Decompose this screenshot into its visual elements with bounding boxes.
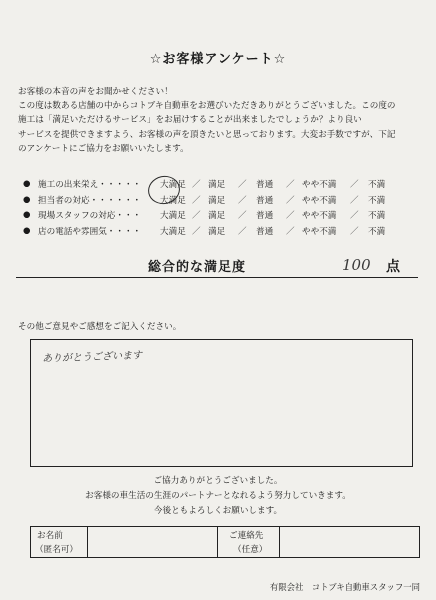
separator: ／: [286, 180, 295, 190]
bullet-icon: ●: [23, 225, 31, 236]
separator: ／: [238, 226, 247, 237]
separator: ／: [286, 195, 295, 206]
name-sub-label: （匿名可）: [35, 545, 78, 555]
name-field[interactable]: [88, 527, 216, 557]
bullet-icon: ●: [23, 179, 31, 189]
separator: ／: [350, 226, 359, 237]
option-dissatisfied[interactable]: 不満: [368, 211, 386, 221]
option-somewhat-dissatisfied[interactable]: やや不満: [302, 180, 337, 190]
overall-score-value[interactable]: 100: [342, 256, 371, 274]
rating-label: 現場スタッフの対応・・・: [38, 211, 142, 221]
separator: ／: [238, 211, 247, 221]
separator: ／: [192, 211, 201, 221]
rating-label: 施工の出来栄え・・・・・: [38, 180, 142, 190]
separator: ／: [192, 195, 201, 206]
rating-section: [20, 178, 430, 240]
contact-field[interactable]: [280, 527, 418, 557]
thanks-message: [0, 474, 436, 519]
option-very-satisfied[interactable]: 大満足: [160, 195, 186, 206]
option-satisfied[interactable]: 満足: [208, 180, 226, 190]
option-neutral[interactable]: 普通: [256, 211, 274, 221]
contact-sub-label: （任意）: [233, 545, 268, 555]
divider: [217, 527, 218, 557]
option-very-satisfied[interactable]: 大満足: [160, 226, 186, 237]
separator: ／: [192, 226, 201, 237]
option-dissatisfied[interactable]: 不満: [368, 226, 386, 237]
contact-form-table: [30, 526, 420, 558]
name-label: お名前: [37, 531, 63, 541]
intro-line: サービスを提供できますよう、お客様の声を頂きたいと思っております。大変お手数ですが、下記: [18, 129, 396, 140]
option-neutral[interactable]: 普通: [256, 195, 274, 206]
separator: ／: [238, 180, 247, 190]
intro-line: 施工は「満足いただけるサービス」をお届けすることが出来ましたでしょうか？より良い: [18, 115, 362, 126]
option-very-satisfied[interactable]: 大満足: [160, 211, 186, 221]
bullet-icon: ●: [23, 210, 31, 220]
rating-label: 店の電話や雰囲気・・・・: [38, 226, 142, 237]
option-somewhat-dissatisfied[interactable]: やや不満: [302, 226, 337, 237]
intro-line: のアンケートにご協力をお願いいたします。: [18, 143, 189, 154]
thanks-line: お客様の車生活の生涯のパートナーとなれるよう努力していきます。: [85, 491, 351, 501]
option-dissatisfied[interactable]: 不満: [368, 180, 386, 190]
bullet-icon: ●: [23, 194, 31, 205]
separator: ／: [350, 211, 359, 221]
separator: ／: [192, 180, 201, 190]
score-underline: [16, 277, 418, 278]
separator: ／: [286, 226, 295, 237]
option-dissatisfied[interactable]: 不満: [368, 195, 386, 206]
intro-text: [18, 85, 423, 156]
company-footer: 有限会社 コトブキ自動車スタッフ一同: [269, 582, 420, 592]
rating-label: 担当者の対応・・・・・・: [38, 195, 142, 206]
separator: ／: [238, 195, 247, 206]
overall-satisfaction-label: 総合的な満足度: [148, 260, 247, 275]
contact-label: ご連絡先: [229, 531, 264, 541]
rating-row: [20, 194, 430, 210]
comment-handwritten-text: ありがとうございます: [41, 350, 143, 365]
intro-line: この度は数ある店舗の中からコトブキ自動車をお選びいただきありがとうございました。この度の: [18, 101, 396, 112]
rating-row: [20, 209, 430, 225]
rating-row: [20, 178, 430, 194]
thanks-line: ご協力ありがとうございました。: [153, 476, 283, 486]
option-very-satisfied[interactable]: 大満足: [160, 180, 186, 190]
intro-line: お客様の本音の声をお聞かせください！: [18, 87, 173, 97]
option-satisfied[interactable]: 満足: [208, 211, 226, 221]
survey-title: ☆お客様アンケート☆: [149, 52, 287, 67]
separator: ／: [350, 180, 359, 190]
rating-row: [20, 225, 430, 241]
separator: ／: [286, 211, 295, 221]
option-satisfied[interactable]: 満足: [208, 226, 226, 237]
option-neutral[interactable]: 普通: [256, 180, 274, 190]
option-satisfied[interactable]: 満足: [208, 195, 226, 206]
score-unit: 点: [386, 259, 400, 275]
comment-label: その他ご意見やご感想をご記入ください。: [18, 322, 182, 332]
separator: ／: [350, 195, 359, 206]
thanks-line: 今後ともよろしくお願いします。: [153, 506, 283, 516]
option-somewhat-dissatisfied[interactable]: やや不満: [302, 211, 337, 221]
option-somewhat-dissatisfied[interactable]: やや不満: [302, 195, 337, 206]
option-neutral[interactable]: 普通: [256, 226, 274, 237]
